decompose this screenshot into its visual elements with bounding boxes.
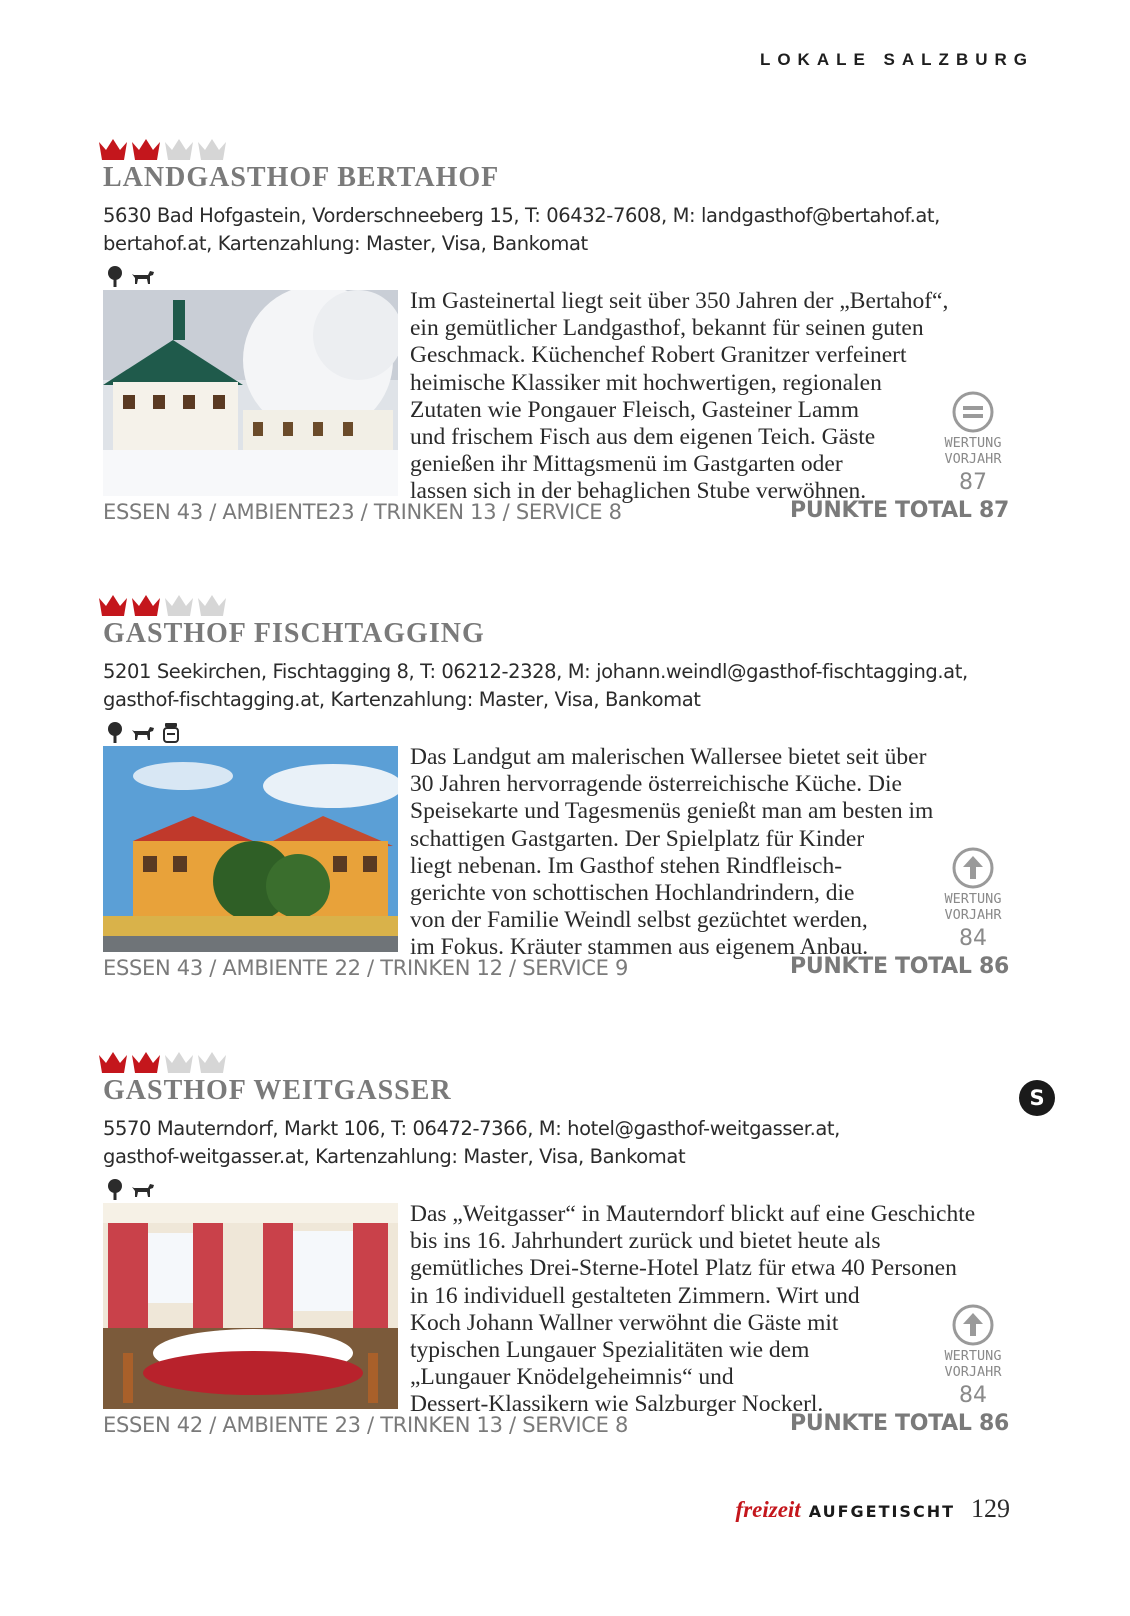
total-score: PUNKTE TOTAL 86 — [790, 954, 1009, 979]
description-line: ein gemütlicher Landgasthof, bekannt für seinen guten — [410, 315, 924, 342]
previous-rating — [940, 1303, 1006, 1408]
crown-icon — [97, 136, 129, 162]
total-score: PUNKTE TOTAL 87 — [790, 498, 1009, 523]
description-line: Geschmack. Küchenchef Robert Granitzer verfeinert — [410, 342, 907, 369]
restaurant-address — [103, 1115, 1033, 1171]
crown-icon — [163, 1049, 195, 1075]
previous-score: 84 — [959, 1383, 987, 1408]
jar-icon — [159, 720, 183, 744]
section-badge: S — [1019, 1080, 1055, 1116]
trend-label: VORJAHR — [944, 451, 1002, 467]
description-line: Speisekarte und Tagesmenüs genießt man am besten im — [410, 798, 934, 825]
crown-rating — [97, 1049, 228, 1077]
previous-score: 84 — [959, 926, 987, 951]
previous-rating — [940, 846, 1006, 951]
description-line: bis ins 16. Jahrhundert zurück und bietet heute als — [410, 1228, 881, 1255]
previous-score: 87 — [959, 470, 987, 495]
tree-icon — [103, 264, 127, 288]
restaurant-photo — [103, 290, 398, 496]
description-line: gerichte von schottischen Hochlandrindern, die — [410, 880, 855, 907]
description-line: Zutaten wie Pongauer Fleisch, Gasteiner Lamm — [410, 396, 859, 423]
score-breakdown: ESSEN 43 / AMBIENTE 22 / TRINKEN 12 / SERVICE 9 — [103, 956, 629, 980]
description-line: Das Landgut am malerischen Wallersee bietet seit über — [410, 744, 927, 770]
description-line: im Fokus. Kräuter stammen aus eigenem Anbau. — [410, 934, 869, 961]
total-score: PUNKTE TOTAL 86 — [790, 1411, 1009, 1436]
amenity-icons — [103, 720, 183, 744]
description-line: Im Gasteinertal liegt seit über 350 Jahren der „Bertahof“, — [410, 288, 949, 314]
description-line: 30 Jahren hervorragende österreichische Küche. Die — [410, 771, 902, 798]
crown-icon — [97, 1049, 129, 1075]
address-line: 5201 Seekirchen, Fischtagging 8, T: 06212-2328, M: johann.weindl@gasthof-fischtagging.at, — [103, 660, 968, 683]
crown-icon — [130, 592, 162, 618]
restaurant-name: LANDGASTHOF BERTAHOF — [103, 162, 500, 193]
crown-rating — [97, 592, 228, 620]
restaurant-address — [103, 658, 1033, 714]
arrow-up-circle-icon — [951, 846, 995, 890]
equal-circle-icon — [951, 390, 995, 434]
description-line: liegt nebenan. Im Gasthof stehen Rindfleisch- — [410, 852, 843, 879]
address-line: bertahof.at, Kartenzahlung: Master, Visa, Bankomat — [103, 232, 588, 255]
brand-logo: freizeit — [735, 1497, 801, 1522]
restaurant-photo — [103, 1203, 398, 1409]
page-number: 129 — [971, 1494, 1010, 1523]
restaurant-entry — [103, 592, 1033, 1022]
dog-icon — [131, 264, 155, 288]
previous-rating — [940, 390, 1006, 495]
description-line: gemütliches Drei-Sterne-Hotel Platz für etwa 40 Personen — [410, 1255, 957, 1282]
address-line: 5630 Bad Hofgastein, Vorderschneeberg 15, T: 06432-7608, M: landgasthof@bertahof.at, — [103, 204, 940, 227]
dog-icon — [131, 720, 155, 744]
description-line: „Lungauer Knödelgeheimnis“ und — [410, 1364, 734, 1391]
dog-icon — [131, 1177, 155, 1201]
restaurant-photo — [103, 746, 398, 952]
description-line: typischen Lungauer Spezialitäten wie dem — [410, 1337, 810, 1364]
crown-icon — [130, 136, 162, 162]
description-line: von der Familie Weindl selbst gezüchtet werden, — [410, 907, 868, 934]
description-line: Dessert-Klassikern wie Salzburger Nockerl. — [410, 1391, 824, 1418]
restaurant-name: GASTHOF WEITGASSER — [103, 1075, 452, 1106]
trend-label: WERTUNG — [944, 891, 1002, 907]
crown-icon — [196, 136, 228, 162]
description-line: und frischem Fisch aus dem eigenen Teich. Gäste — [410, 424, 876, 451]
restaurant-entry — [103, 136, 1033, 566]
description-line: lassen sich in der behaglichen Stube verwöhnen. — [410, 478, 867, 505]
page-footer — [736, 1494, 1010, 1524]
restaurant-name: GASTHOF FISCHTAGGING — [103, 618, 485, 649]
amenity-icons — [103, 1177, 155, 1201]
crown-icon — [97, 592, 129, 618]
arrow-up-circle-icon — [951, 1303, 995, 1347]
description-line: schattigen Gastgarten. Der Spielplatz für Kinder — [410, 825, 865, 852]
restaurant-description — [410, 744, 1030, 962]
trend-label: VORJAHR — [944, 907, 1002, 923]
description-line: Koch Johann Wallner verwöhnt die Gäste mit — [410, 1309, 839, 1336]
score-breakdown: ESSEN 43 / AMBIENTE23 / TRINKEN 13 / SERVICE 8 — [103, 500, 622, 524]
restaurant-description — [410, 288, 1030, 506]
trend-label: WERTUNG — [944, 1348, 1002, 1364]
section-title: LOKALE SALZBURG — [759, 50, 1034, 69]
address-line: 5570 Mauterndorf, Markt 106, T: 06472-7366, M: hotel@gasthof-weitgasser.at, — [103, 1117, 840, 1140]
crown-icon — [196, 1049, 228, 1075]
crown-icon — [196, 592, 228, 618]
crown-icon — [163, 136, 195, 162]
description-line: in 16 individuell gestalteten Zimmern. Wirt und — [410, 1282, 860, 1309]
magazine-title: AUFGETISCHT — [808, 1502, 955, 1521]
description-line: Das „Weitgasser“ in Mauterndorf blickt auf eine Geschichte — [410, 1201, 976, 1227]
score-breakdown: ESSEN 42 / AMBIENTE 23 / TRINKEN 13 / SERVICE 8 — [103, 1413, 629, 1437]
restaurant-description — [410, 1201, 1030, 1419]
description-line: heimische Klassiker mit hochwertigen, regionalen — [410, 369, 882, 396]
crown-icon — [163, 592, 195, 618]
trend-label: VORJAHR — [944, 1364, 1002, 1380]
tree-icon — [103, 1177, 127, 1201]
restaurant-address — [103, 202, 1033, 258]
restaurant-entry — [103, 1049, 1033, 1479]
trend-label: WERTUNG — [944, 435, 1002, 451]
tree-icon — [103, 720, 127, 744]
crown-rating — [97, 136, 228, 164]
address-line: gasthof-fischtagging.at, Kartenzahlung: Master, Visa, Bankomat — [103, 688, 701, 711]
amenity-icons — [103, 264, 155, 288]
address-line: gasthof-weitgasser.at, Kartenzahlung: Master, Visa, Bankomat — [103, 1145, 686, 1168]
crown-icon — [130, 1049, 162, 1075]
description-line: genießen ihr Mittagsmenü im Gastgarten oder — [410, 451, 843, 478]
